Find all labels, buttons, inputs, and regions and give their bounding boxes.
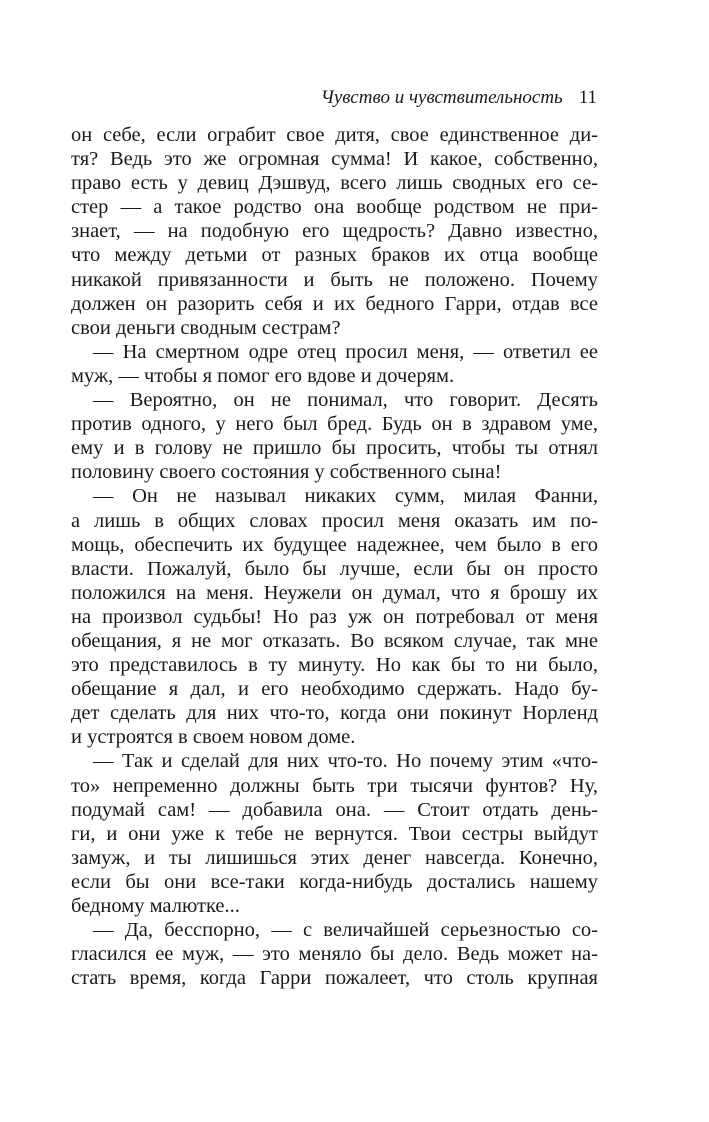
text-line: стер — а такое родство она вообще родством не при- [71,196,598,219]
text-line: знает, — на подобную его щедрость? Давно известно, [71,220,598,243]
body-text [71,123,598,990]
text-line: дет сделать для них что-то, когда они покинут Норленд [71,702,598,725]
text-line: никакой привязанности и быть не положено. Почему [71,268,598,291]
text-line: это представилось в ту минуту. Но как бы то ни было, [71,654,598,677]
text-line: а лишь в общих словах просил меня оказать им по- [71,509,598,532]
text-line: — На смертном одре отец просил меня, — ответил ее [93,340,598,363]
text-line: — Вероятно, он не понимал, что говорит. Десять [93,389,598,412]
text-line: обещание я дал, и его необходимо сдержать. Надо бу- [71,678,598,701]
text-line: мощь, обеспечить их будущее надежнее, чем было в его [71,533,598,556]
text-line: замуж, и ты лишишься этих денег навсегда. Конечно, [71,846,598,869]
text-line: тя? Ведь это же огромная сумма! И какое, собственно, [71,148,598,171]
text-line: — Так и сделай для них что-то. Но почему этим «что- [93,750,598,773]
text-line: и устроятся в своем новом доме. [71,726,356,749]
text-line: что между детьми от разных браков их отца вообще [71,244,598,267]
text-line: должен он разорить себя и их бедного Гарри, отдав все [71,292,598,315]
text-line: подумай сам! — добавила она. — Стоит отдать день- [71,798,598,821]
text-line: власти. Пожалуй, было бы лучше, если бы он просто [71,557,598,580]
page-header [321,86,597,110]
text-line: если бы они все-таки когда-нибудь достались нашему [71,870,598,893]
text-line: свои деньги сводным сестрам? [71,316,341,339]
text-line: стать время, когда Гарри пожалеет, что столь крупная [71,967,598,990]
text-line: гласился ее муж, — это меняло бы дело. Ведь может на- [71,943,598,966]
text-line: половину своего состояния у собственного сына! [71,461,502,484]
text-line: — Да, бесспорно, — с величайшей серьезностью со- [93,919,598,942]
text-line: — Он не называл никаких сумм, милая Фанни, [93,485,598,508]
page-number: 11 [578,87,597,108]
text-line: муж, — чтобы я помог его вдове и дочерям. [71,364,455,387]
text-line: он себе, если ограбит свое дитя, свое единственное ди- [71,124,598,146]
text-line: право есть у девиц Дэшвуд, всего лишь сводных его се- [71,172,598,195]
text-line: бедному малютке... [71,895,240,917]
text-line: против одного, у него был бред. Будь он в здравом уме, [71,413,598,436]
text-line: на произвол судьбы! Но раз уж он потребовал от меня [71,605,598,628]
text-line: то» непременно должны быть три тысячи фунтов? Ну, [71,774,598,797]
text-line: обещания, я не мог отказать. Во всяком случае, так мне [71,629,598,652]
running-title: Чувство и чувствительность [320,87,563,108]
text-line: ги, и они уже к тебе не вернутся. Твои сестры выйдут [71,822,598,845]
text-line: ему и в голову не пришло бы просить, чтобы ты отнял [71,437,598,460]
text-line: положился на меня. Неужели он думал, что я брошу их [71,581,598,604]
